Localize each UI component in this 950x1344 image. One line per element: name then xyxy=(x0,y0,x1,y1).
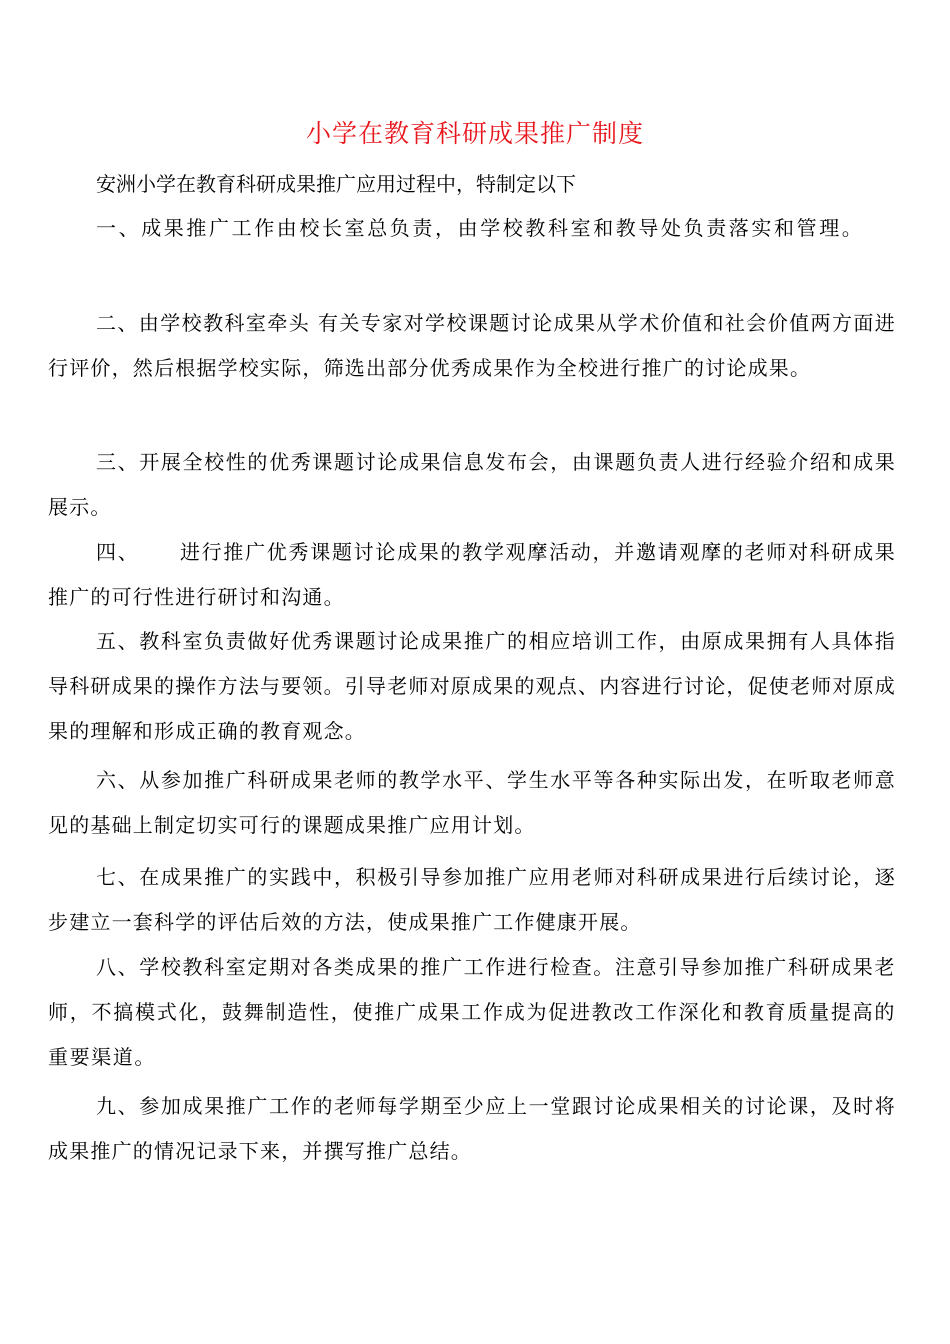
item-paragraph-9: 九、参加成果推广工作的老师每学期至少应上一堂跟讨论成果相关的讨论课，及时将成果推广的情况记录下来，并撰写推广总结。 xyxy=(48,1094,896,1163)
item-paragraph-7: 七、在成果推广的实践中，积极引导参加推广应用老师对科研成果进行后续讨论，逐步建立一套科学的评估后效的方法，使成果推广工作健康开展。 xyxy=(48,865,896,934)
intro-paragraph: 安洲小学在教育科研成果推广应用过程中，特制定以下 xyxy=(96,172,576,196)
item-paragraph-5: 五、教科室负责做好优秀课题讨论成果推广的相应培训工作，由原成果拥有人具体指导科研成果的操作方法与要领。引导老师对原成果的观点、内容进行讨论，促使老师对原成果的理解和形成正确的教育观念。 xyxy=(48,629,896,743)
item-paragraph-1: 一、成果推广工作由校长室总负责，由学校教科室和教导处负责落实和管理。 xyxy=(96,216,865,240)
item-paragraph-4 xyxy=(48,530,896,620)
item-paragraph-2: 二、由学校教科室牵头 有关专家对学校课题讨论成果从学术价值和社会价值两方面进行评价，然后根据学校实际，筛选出部分优秀成果作为全校进行推广的讨论成果。 xyxy=(48,311,896,380)
item-paragraph-6: 六、从参加推广科研成果老师的教学水平、学生水平等各种实际出发，在听取老师意见的基础上制定切实可行的课题成果推广应用计划。 xyxy=(48,768,896,837)
item-paragraph-3: 三、开展全校性的优秀课题讨论成果信息发布会，由课题负责人进行经验介绍和成果展示。 xyxy=(48,450,896,519)
item-4-number: 四、 xyxy=(96,540,140,564)
item-paragraph-8: 八、学校教科室定期对各类成果的推广工作进行检查。注意引导参加推广科研成果老师，不搞模式化，鼓舞制造性，使推广成果工作成为促进教改工作深化和教育质量提高的重要渠道。 xyxy=(48,955,896,1069)
item-4-text: 进行推广优秀课题讨论成果的教学观摩活动，并邀请观摩的老师对科研成果推广的可行性进行研讨和沟通。 xyxy=(48,540,896,609)
document-title: 小学在教育科研成果推广制度 xyxy=(305,119,644,148)
